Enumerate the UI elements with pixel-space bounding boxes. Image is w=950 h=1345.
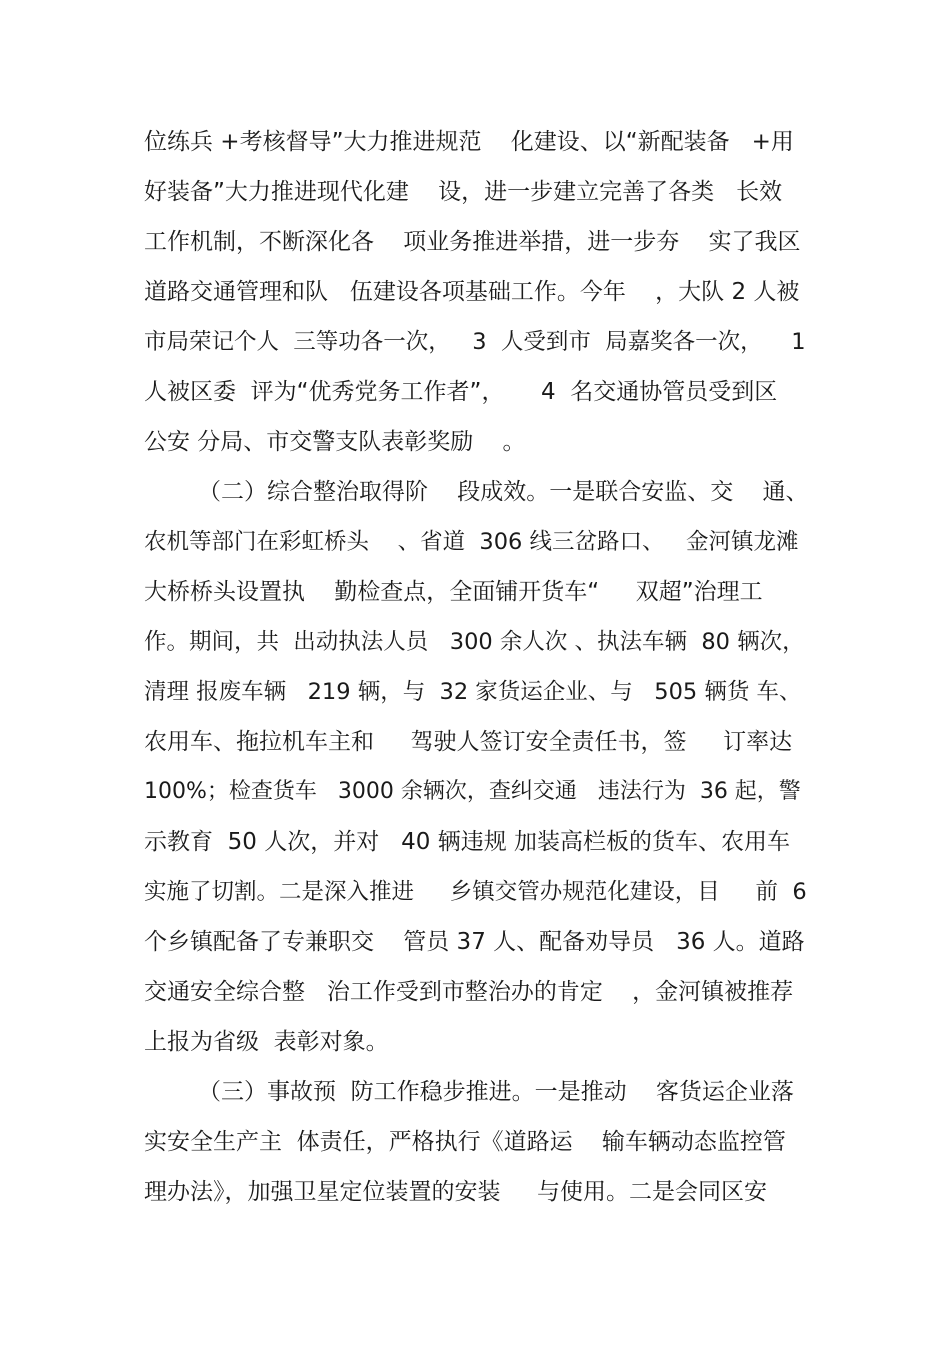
body-text-line: 大桥桥头设置执 勤检查点，全面铺开货车“ 双超”治理工 (144, 579, 763, 605)
body-text-line: 实施了切割。二是深入推进 乡镇交管办规范化建设，目 前 6 (144, 879, 807, 905)
body-text-line: 交通安全综合整 治工作受到市整治办的肯定 ，金河镇被推荐 (144, 979, 794, 1005)
body-text-line: 理办法》，加强卫星定位装置的安装 与使用。二是会同区安 (144, 1179, 768, 1205)
body-text-line: 位练兵 +考核督导”大力推进规范 化建设、以“新配装备 +用 (144, 129, 794, 155)
body-text-line: 实安全生产主 体责任，严格执行《道路运 输车辆动态监控管 (144, 1129, 786, 1155)
body-text-line: 上报为省级 表彰对象。 (144, 1029, 389, 1055)
body-text-line: 市局荣记个人 三等功各一次， 3 人受到市 局嘉奖各一次， 1 (144, 329, 806, 355)
body-text-line: 好装备”大力推进现代化建 设，进一步建立完善了各类 长效 (144, 179, 783, 205)
body-text-line: 个乡镇配备了专兼职交 管员 37 人、配备劝导员 36 人。道路 (144, 929, 805, 955)
body-text-line: 清理 报废车辆 219 辆，与 32 家货运企业、与 505 辆货 车、 (144, 679, 802, 705)
body-text-line: 农机等部门在彩虹桥头 、省道 306 线三岔路口、 金河镇龙滩 (144, 529, 799, 555)
body-text-line: 工作机制，不断深化各 项业务推进举措，进一步夯 实了我区 (144, 229, 801, 255)
body-text-line: 人被区委 评为“优秀党务工作者”， 4 名交通协管员受到区 (144, 379, 778, 405)
body-text-line: 示教育 50 人次，并对 40 辆违规 加装高栏板的货车、农用车 (144, 829, 791, 855)
body-text-line: 作。期间，共 出动执法人员 300 余人次 、执法车辆 80 辆次， (144, 629, 805, 655)
body-text-line: 100%；检查货车 3000 余辆次，查纠交通 违法行为 36 起，警 (144, 779, 801, 804)
body-text-line: 道路交通管理和队 伍建设各项基础工作。今年 ，大队 2 人被 (144, 279, 800, 305)
body-text-line: 农用车、拖拉机车主和 驾驶人签订安全责任书，签 订率达 (144, 729, 793, 755)
body-text-line: 公安 分局、市交警支队表彰奖励 。 (144, 429, 526, 455)
section-heading-line: （三）事故预 防工作稳步推进。一是推动 客货运企业落 (198, 1079, 794, 1105)
section-heading-line: （二）综合整治取得阶 段成效。一是联合安监、交 通、 (198, 479, 809, 505)
